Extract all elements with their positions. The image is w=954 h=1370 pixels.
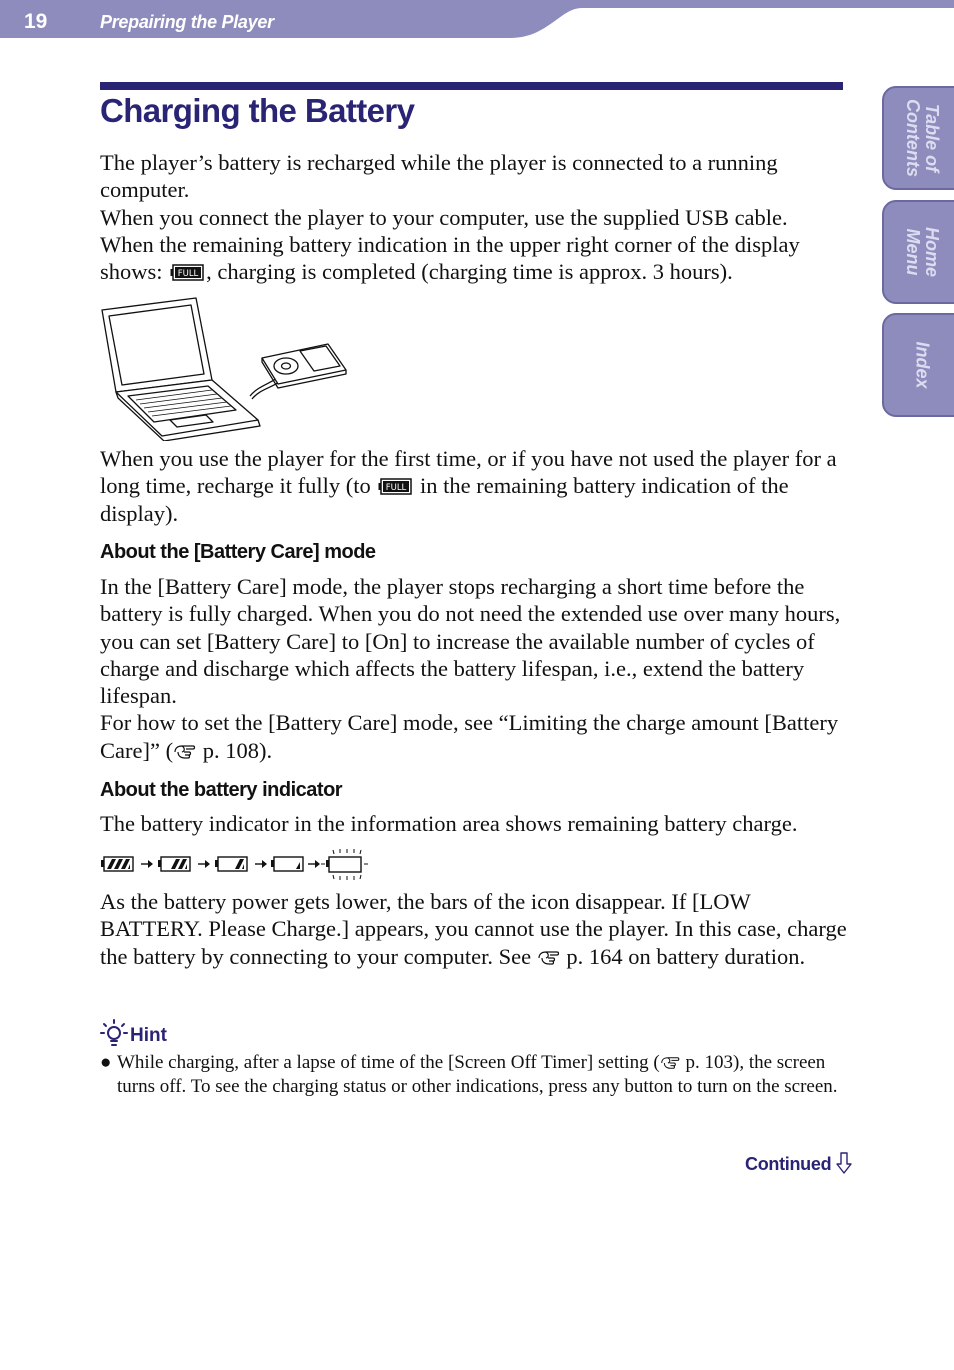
hint-bullet: ● bbox=[100, 1052, 112, 1073]
reference-hand-icon bbox=[173, 743, 197, 761]
tab-home-label: Home Menu bbox=[903, 226, 942, 278]
page-title: Charging the Battery bbox=[100, 92, 415, 129]
page-number: 19 bbox=[24, 10, 48, 33]
battery-full-icon bbox=[378, 478, 412, 495]
reference-hand-icon bbox=[660, 1055, 681, 1071]
section-title: Prepairing the Player bbox=[100, 12, 274, 32]
battery-care-text-1: In the [Battery Care] mode, the player stops recharging a short time before the battery is fully charged. When you do not need the extended use over many hours, you can set [Battery Care] to [On] to increase the available number of cycles of charge and discharge which affects the battery lifespan, i.e., extend the battery lifespan. bbox=[100, 574, 841, 709]
hint-title: Hint bbox=[130, 1025, 167, 1046]
intro-text-4: , charging is completed (charging time is approx. 3 hours). bbox=[206, 259, 733, 285]
hint-text-2: p. 103), the screen turns off. To see the charging status or other indications, press any button to turn on the screen. bbox=[117, 1052, 838, 1097]
low-battery-text-1: As the battery power gets lower, the bars of the icon disappear. If [LOW BATTERY. Please Charge.] appears, you cannot use the player. In this case, charge the battery by connecting to your computer. See bbox=[100, 889, 847, 969]
reference-hand-icon bbox=[537, 949, 561, 967]
battery-full-icon bbox=[170, 264, 204, 281]
intro-paragraph bbox=[100, 149, 850, 285]
tab-index-label: Index bbox=[912, 341, 933, 389]
tab-table-of-contents[interactable] bbox=[882, 86, 954, 190]
arrow-down-icon bbox=[836, 1152, 852, 1174]
low-battery-paragraph bbox=[100, 888, 850, 970]
battery-care-text-2: For how to set the [Battery Care] mode, see “Limiting the charge amount [Battery Care]” ( bbox=[100, 710, 839, 763]
hint-lightbulb-icon bbox=[100, 1018, 128, 1048]
first-use-text-1: When you use the player for the first time, or if you have not used the player for a long time, recharge it fully (to bbox=[100, 446, 837, 499]
first-use-text-2: in the remaining battery indication of the display). bbox=[100, 473, 789, 526]
battery-indicator-heading: About the battery indicator bbox=[100, 779, 343, 801]
title-rule bbox=[100, 82, 843, 90]
first-use-paragraph bbox=[100, 445, 850, 527]
battery-full-text: FULL bbox=[177, 269, 199, 280]
intro-text-1: The player’s battery is recharged while the player is connected to a running computer. bbox=[100, 150, 778, 203]
laptop-player-illustration bbox=[100, 296, 350, 441]
battery-indicator-paragraph: The battery indicator in the information area shows remaining battery charge. bbox=[100, 811, 798, 836]
intro-text-2: When you connect the player to your computer, use the supplied USB cable. bbox=[100, 204, 788, 230]
battery-level-sequence bbox=[100, 848, 372, 882]
continued-label: Continued bbox=[745, 1154, 832, 1174]
tab-home-menu[interactable] bbox=[882, 200, 954, 304]
low-battery-text-2: p. 164 on battery duration. bbox=[560, 943, 806, 969]
battery-care-paragraph bbox=[100, 573, 850, 764]
tab-index[interactable] bbox=[882, 313, 954, 417]
battery-care-heading: About the [Battery Care] mode bbox=[100, 541, 376, 563]
battery-care-text-3: p. 108). bbox=[197, 737, 273, 763]
hint-text bbox=[100, 1051, 842, 1098]
tab-toc-label: Table of Contents bbox=[903, 99, 942, 177]
intro-text-3: When the remaining battery indication in the upper right corner of the display shows: bbox=[100, 231, 800, 285]
hint-text-1: While charging, after a lapse of time of the [Screen Off Timer] setting ( bbox=[117, 1052, 660, 1073]
continued-link[interactable] bbox=[745, 1152, 852, 1175]
battery-full-text: FULL bbox=[386, 483, 407, 494]
